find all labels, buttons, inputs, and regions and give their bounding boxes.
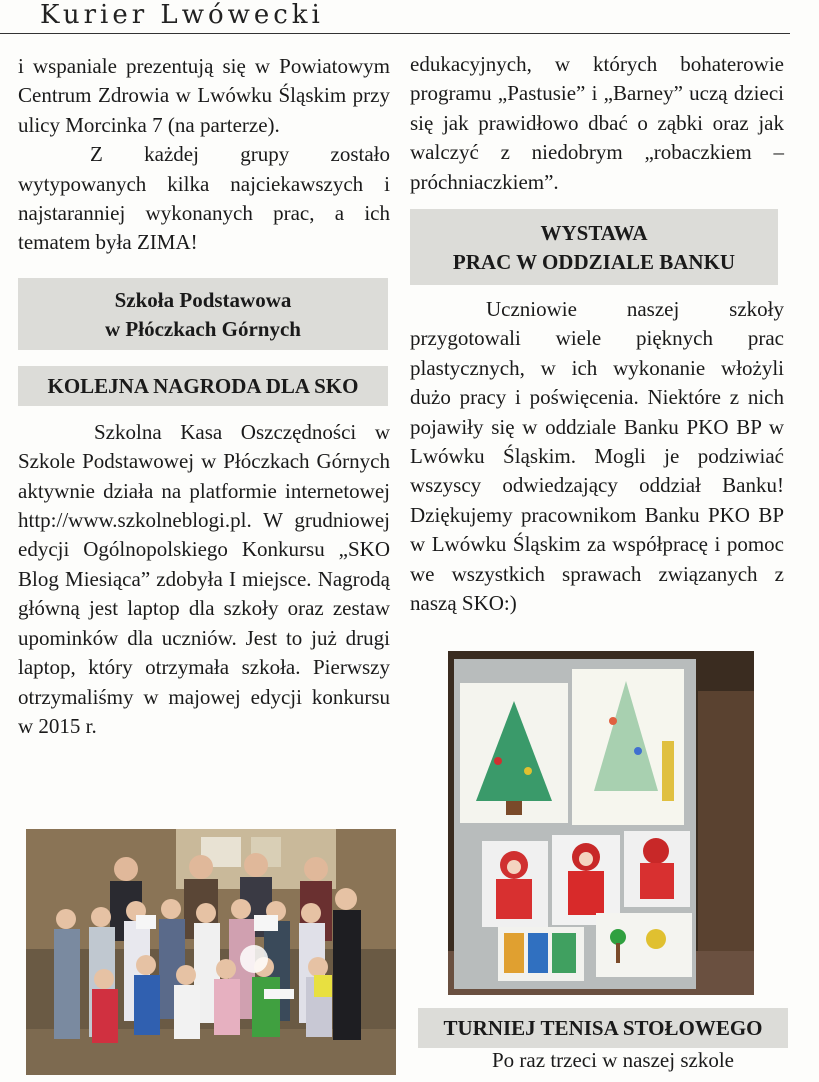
exhibit-heading-line2: PRAC W ODDZIALE BANKU <box>452 250 736 275</box>
left-column <box>18 52 390 741</box>
right-column <box>410 50 784 619</box>
school-heading <box>18 278 388 350</box>
school-heading-line1: Szkoła Podstawowa <box>114 287 292 312</box>
exhibit-heading-line1: WYSTAWA <box>540 221 648 246</box>
exhibit-heading <box>410 209 778 285</box>
intro-paragraph-2: Z każdej grupy zostało wytypowanych kilka najciekawszych i najstaranniej wykonanych prac, a ich tematem była ZIMA! <box>18 142 390 255</box>
group-photo <box>26 829 396 1075</box>
tennis-paragraph-start: Po raz trzeci w naszej szkole <box>492 1048 734 1072</box>
masthead-rule <box>0 33 790 34</box>
masthead <box>0 0 819 36</box>
exhibit-paragraph: Uczniowie naszej szkoły przygotowali wiele pięknych prac plastycznych, w ich wykonanie włożyli dużo pracy i poświęcenia. Niektóre z nich pojawiły się w oddziale Banku PKO BP w Lwówku Śląskim. Mogli je podziwiać wszyscy odwiedzający oddział Banku! Dziękujemy pracownikom Banku PKO BP w Lwówku Śląskim za współpracę i pomoc we wszystkich sprawach związanych z naszą SKO:) <box>410 297 784 616</box>
intro-paragraph-1: i wspaniale prezentują się w Powiatowym Centrum Zdrowia w Lwówku Śląskim przy ulicy Morcinka 7 (na parterze). <box>18 54 390 137</box>
award-paragraph: Szkolna Kasa Oszczędności w Szkole Podstawowej w Płóczkach Górnych aktywnie działa na platformie internetowej http://www.szkolneblogi.pl. W grudniowej edycji Ogólnopolskiego Konkursu „SKO Blog Miesiąca” zdobyła I miejsce. Nagrodą główną jest laptop dla szkoły oraz zestaw upominków dla uczniów. Jest to już drugi laptop, który otrzymała szkoła. Pierwszy otrzymaliśmy w majowej edycji konkursu w 2015 r. <box>18 419 390 738</box>
award-heading: KOLEJNA NAGRODA DLA SKO <box>18 366 388 406</box>
artwork-photo <box>448 651 754 995</box>
masthead-title: Kurier Lwówecki <box>40 0 324 30</box>
right-intro-paragraph: edukacyjnych, w których bohaterowie programu „Pastusie” i „Barney” uczą dzieci się jak prawidłowo dbać o ząbki oraz jak walczyć z niedobrym „robaczkiem – próchniaczkiem”. <box>410 52 784 194</box>
tennis-heading: TURNIEJ TENISA STOŁOWEGO <box>418 1008 788 1048</box>
school-heading-line2: w Płóczkach Górnych <box>105 316 301 341</box>
